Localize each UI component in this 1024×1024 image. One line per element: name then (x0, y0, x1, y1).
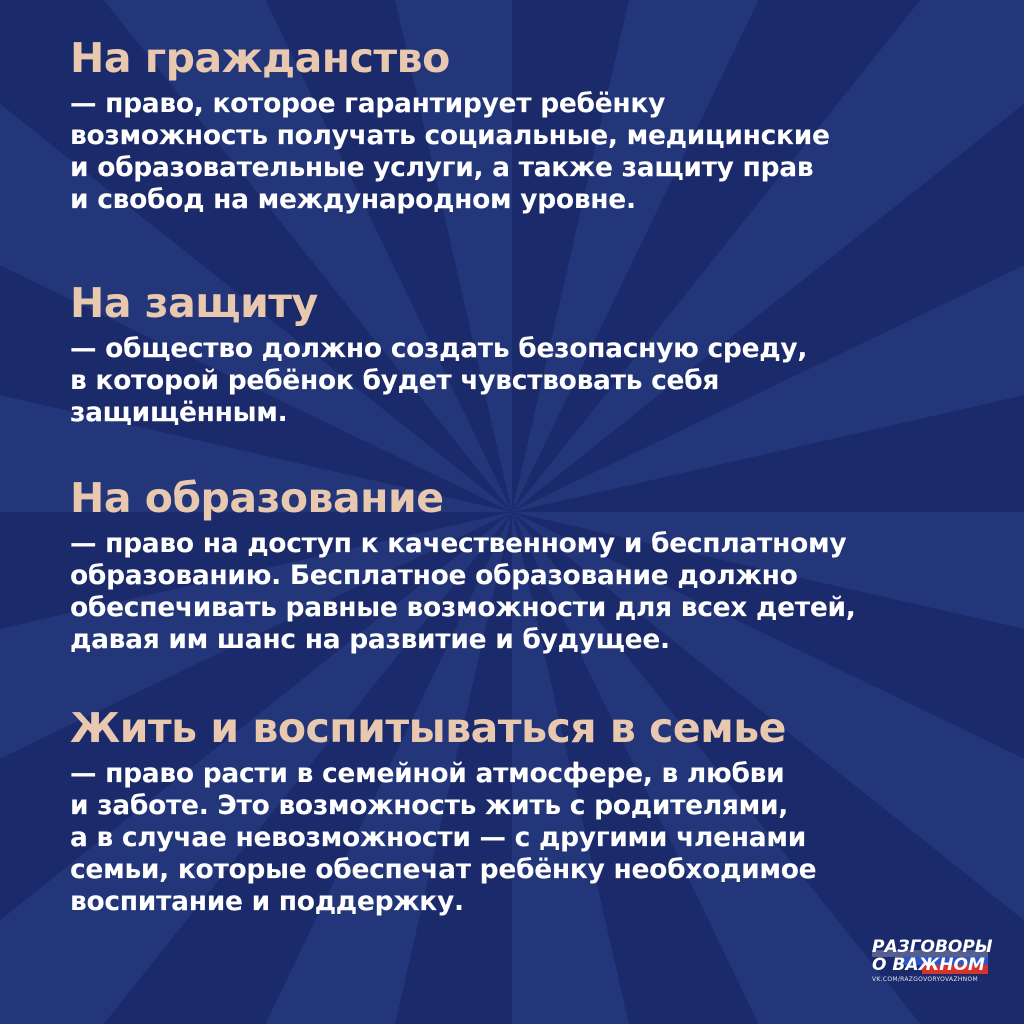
section-citizenship (70, 34, 830, 216)
section-description (70, 758, 816, 918)
text-line: и образовательные услуги, а также защиту прав (70, 152, 814, 183)
text-line: возможность получать социальные, медицинские (70, 120, 830, 151)
text-line: — общество должно создать безопасную среду, (70, 333, 808, 364)
section-description (70, 333, 807, 429)
text-line: — право расти в семейной атмосфере, в любви (70, 758, 785, 789)
section-title: На защиту (70, 279, 318, 327)
section-protection (70, 279, 807, 429)
text-line: и свобод на международном уровне. (70, 184, 636, 215)
section-title: На образование (70, 474, 444, 522)
text-line: семьи, которые обеспечат ребёнку необходимое (70, 854, 817, 885)
logo-line-1: РАЗГОВОРЫ (872, 937, 993, 957)
text-line: и заботе. Это возможность жить с родителями, (70, 790, 789, 821)
text-line: воспитание и поддержку. (70, 886, 464, 917)
text-line: защищённым. (70, 397, 288, 428)
text-line: обеспечивать равные возможности для всех детей, (70, 592, 856, 623)
section-title: Жить и воспитываться в семье (70, 704, 786, 752)
logo-line-2: О ВАЖНОМ (872, 955, 985, 975)
razgovory-logo (872, 938, 992, 998)
section-description (70, 88, 830, 216)
text-line: — право на доступ к качественному и бесплатному (70, 528, 847, 559)
text-line: а в случае невозможности — с другими членами (70, 822, 807, 853)
section-title: На гражданство (70, 34, 450, 82)
section-description (70, 528, 856, 656)
logo-url: VK.COM/RAZGOVORYOVAZHNOM (872, 976, 978, 983)
section-family (70, 704, 816, 918)
text-line: в которой ребёнок будет чувствовать себя (70, 365, 720, 396)
section-education (70, 474, 856, 656)
text-line: давая им шанс на развитие и будущее. (70, 624, 670, 655)
text-line: образованию. Бесплатное образование должно (70, 560, 798, 591)
text-line: — право, которое гарантирует ребёнку (70, 88, 666, 119)
